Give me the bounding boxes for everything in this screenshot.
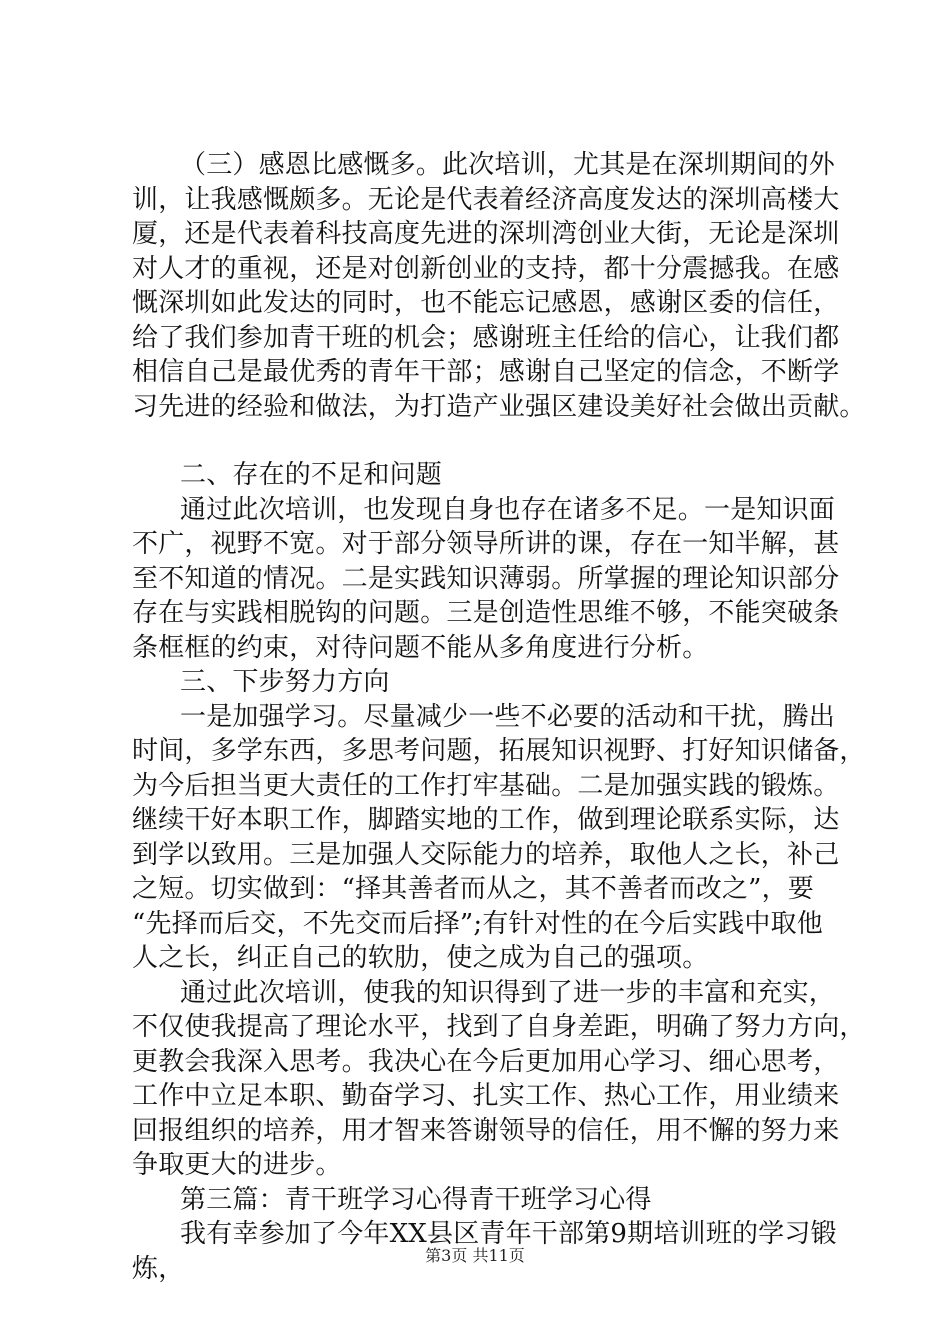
text-line: 为今后担当更大责任的工作打牢基础。二是加强实践的锻炼。 [132, 770, 840, 801]
text-line: 一是加强学习。尽量减少一些不必要的活动和干扰，腾出 [180, 701, 836, 732]
text-line: 存在与实践相脱钩的问题。三是创造性思维不够，不能突破条 [132, 598, 840, 628]
text-line: 厦，还是代表着科技高度先进的深圳湾创业大街，无论是深圳 [132, 219, 840, 249]
paragraph-gap [132, 424, 832, 458]
text-line: 到学以致用。三是加强人交际能力的培养，取他人之长，补己 [132, 839, 840, 870]
text-line: 回报组织的培养，用才智来答谢领导的信任，用不懈的努力来 [132, 1115, 840, 1146]
part-title: 第三篇：青干班学习心得青干班学习心得 [180, 1184, 652, 1215]
text-line: 通过此次培训，使我的知识得到了进一步的丰富和充实， [180, 977, 836, 1008]
text-line: 给了我们参加青干班的机会；感谢班主任给的信心，让我们都 [132, 322, 840, 353]
text-line: 相信自己是最优秀的青年干部；感谢自己坚定的信念，不断学 [132, 357, 840, 387]
text-line: 条框框的约束，对待问题不能从多角度进行分析。 [132, 632, 709, 663]
document-body [132, 148, 866, 1286]
text-line: 不广，视野不宽。对于部分领导所讲的课，存在一知半解，甚 [132, 529, 840, 559]
text-line: 之短。切实做到：“择其善者而从之，其不善者而改之”，要 [132, 874, 814, 904]
text-line: “先择而后交，不先交而后择”;有针对性的在今后实践中取他 [132, 908, 823, 939]
text-line: 炼， [132, 1253, 185, 1284]
paragraph-conclusion [132, 976, 866, 1183]
section-heading-direction: 三、下步努力方向 [180, 667, 390, 697]
paragraph-problems [132, 493, 840, 666]
text-line: 习先进的经验和做法，为打造产业强区建设美好社会做出贡献。 [132, 391, 866, 422]
paragraph-direction [132, 700, 866, 976]
text-line: 不仅使我提高了理论水平，找到了自身差距，明确了努力方向， [132, 1012, 866, 1042]
page-number-footer: 第3页 共11页 [425, 1246, 525, 1265]
text-line: 更教会我深入思考。我决心在今后更加用心学习、细心思考， [132, 1046, 840, 1077]
text-line: 时间，多学东西，多思考问题，拓展知识视野、打好知识储备， [132, 736, 866, 766]
text-line: 训，让我感慨颇多。无论是代表着经济高度发达的深圳高楼大 [132, 184, 840, 215]
paragraph-gratitude [132, 148, 866, 424]
text-line: 通过此次培训，也发现自身也存在诸多不足。一是知识面 [180, 494, 836, 525]
text-line: 工作中立足本职、勤奋学习、扎实工作、热心工作，用业绩来 [132, 1081, 840, 1111]
text-line: 我有幸参加了今年XX县区青年干部第9期培训班的学习锻 [180, 1219, 837, 1249]
text-line: 对人才的重视，还是对创新创业的支持，都十分震撼我。在感 [132, 253, 840, 284]
text-line: 至不知道的情况。二是实践知识薄弱。所掌握的理论知识部分 [132, 563, 840, 594]
text-line: 继续干好本职工作，脚踏实地的工作，做到理论联系实际，达 [132, 805, 840, 835]
section-heading-problems: 二、存在的不足和问题 [180, 460, 443, 490]
text-line: 争取更大的进步。 [132, 1150, 342, 1180]
text-line: （三）感恩比感慨多。此次培训，尤其是在深圳期间的外 [180, 150, 836, 180]
text-line: 人之长，纠正自己的软肋，使之成为自己的强项。 [132, 943, 709, 973]
text-line: 慨深圳如此发达的同时，也不能忘记感恩，感谢区委的信任， [132, 288, 840, 318]
